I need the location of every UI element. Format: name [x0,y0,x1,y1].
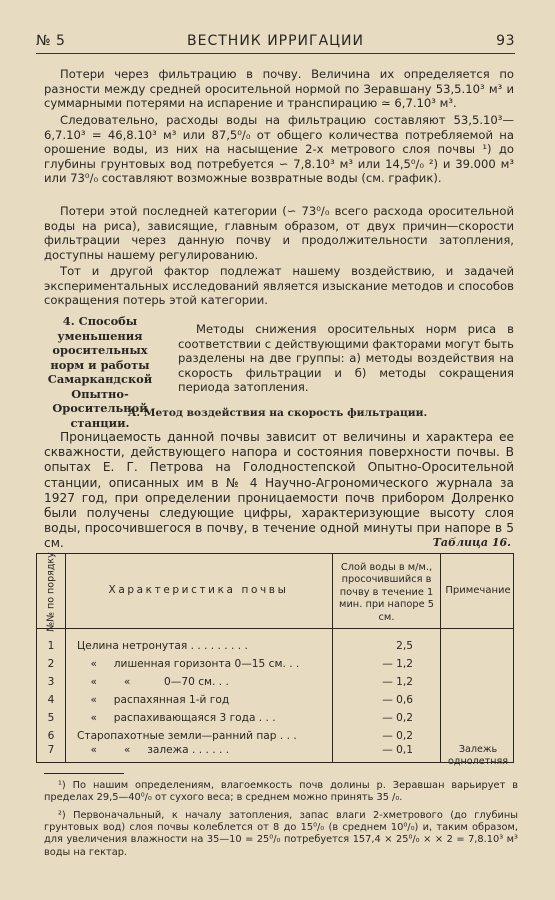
row-description: Старопахотные земли—ранний пар . . . [77,730,297,742]
row-description: Целина нетронутая . . . . . . . . . [77,640,248,652]
row-value: — 0,6 [382,694,413,706]
row-number: 6 [47,730,55,742]
row-number: 4 [47,694,55,706]
header-number-label: №№ по порядку [45,552,57,632]
row-value: — 1,2 [382,658,413,670]
journal-title: ВЕСТНИК ИРРИГАЦИИ [187,33,364,49]
row-number: 1 [47,640,55,652]
row-description: « « 0—70 см. . . [77,676,229,688]
row-description: « « залежа . . . . . . [77,744,230,756]
row-description: « распахивающаяся 3 года . . . [77,712,276,724]
header-description: Характеристика почвы [108,584,289,596]
table-row [37,640,512,657]
page-header [36,33,515,53]
table-row [37,694,512,711]
paragraph-loss-category: Потери этой последней категории (∽ 73⁰/₀ всего расхода оросительной воды на риса), зависящие, главным образом, от двух причин—скорости фильтрации через данную почву и продолжительности затопления, доступны нашему регулированию. [44,204,514,262]
paragraph-permeability: Проницаемость данной почвы зависит от величины и характера ее скважности, действующего напора и состояния поверхности почвы. В опытах Е. Г. Петрова на Голодностепской Опытно-Оросительной станции, описанных им в № 4 Научно-Агрономического журнала за 1927 год, при определении проницаемости почв прибором Долренко были получены следующие цифры, характеризующие высоту слоя воды, просочившегося в почву, в течение одной минуты при напоре в 5 см. [44,430,514,551]
table-row [37,676,512,693]
header-note: Примечание [445,585,511,596]
row-number: 5 [47,712,55,724]
row-value: — 0,2 [382,712,413,724]
paragraph-filtration-losses: Потери через фильтрацию в почву. Величина их определяется по разности между средней оросительной нормой по Зеравшану 53,5.10³ м³ и суммарными потерями на испарение и транспирацию ≃ 6,7.10³ м³. [44,67,514,111]
row-note: Залежь однолетняя [447,744,509,767]
row-number: 7 [47,744,55,756]
footnote-rule [44,773,124,774]
subsection-heading: А. Метод воздействия на скорость фильтрации. [127,407,428,419]
table-row [37,658,512,675]
page-number: 93 [496,33,515,49]
table-row [37,712,512,729]
section-heading: 4. Способы уменьшения оросительных норм и работы Самаркандской Опытно-Оросительной станции. [47,314,153,430]
row-value: — 0,2 [382,730,413,742]
footnote-1: ¹) По нашим определениям, влагоемкость почв долины р. Зеравшан варьирует в пределах 29,5—40⁰/₀ от сухого веса; в среднем можно принять 35 /₀. [44,780,518,804]
table-header-rule [37,628,513,629]
row-number: 3 [47,676,55,688]
issue-number: № 5 [36,33,66,49]
row-value: — 1,2 [382,676,413,688]
header-water-layer: Слой воды в м/м., просочившийся в почву в течение 1 мин. при напоре 5 см. [339,562,434,623]
footnote-2: ²) Первоначальный, к началу затопления, запас влаги 2-хметрового (до глубины грунтовых вод) слоя почвы колеблется от 8 до 15⁰/₀ (в среднем 10⁰/₀) и, таким образом, для увеличения влажности на 35—10 = 25⁰/₀ потребуется 157,4 × 25⁰/₀ × × 2 = 7,8.10³ м³ воды на гектар. [44,810,518,858]
row-value: — 0,1 [382,744,413,756]
row-description: « распахянная 1-й год [77,694,230,706]
row-description: « лишенная горизонта 0—15 см. . . [77,658,300,670]
paragraph-factors: Тот и другой фактор подлежат нашему воздействию, и задачей экспериментальных исследований является изыскание методов и способов сокращения потерь этой категории. [44,264,514,308]
paragraph-filtration-expenses: Следовательно, расходы воды на фильтрацию составляют 53,5.10³—6,7.10³ = 46,8.10³ м³ или 87,5⁰/₀ от общего количества потребляемой на орошение воды, из них на насыщение 2-х метрового слоя почвы ¹) до глубины грунтовых вод потребуется ∽ 7,8.10³ м³ или 14,5⁰/₀ ²) и 39.000 м³ или 73⁰/₀ составляют возможные возвратные воды (см. график). [44,113,514,186]
table-row [37,744,512,767]
row-value: 2,5 [396,640,413,652]
table-caption: Таблица 16. [432,536,511,549]
header-rule [36,53,515,54]
soil-table [36,552,514,767]
section-intro: Методы снижения оросительных норм риса в соответствии с действующими факторами могут быть разделены на две группы: а) методы воздействия на скорость фильтрации и б) методы сокращения периода затопления. [178,322,514,395]
header-number [37,552,65,632]
row-number: 2 [47,658,55,670]
